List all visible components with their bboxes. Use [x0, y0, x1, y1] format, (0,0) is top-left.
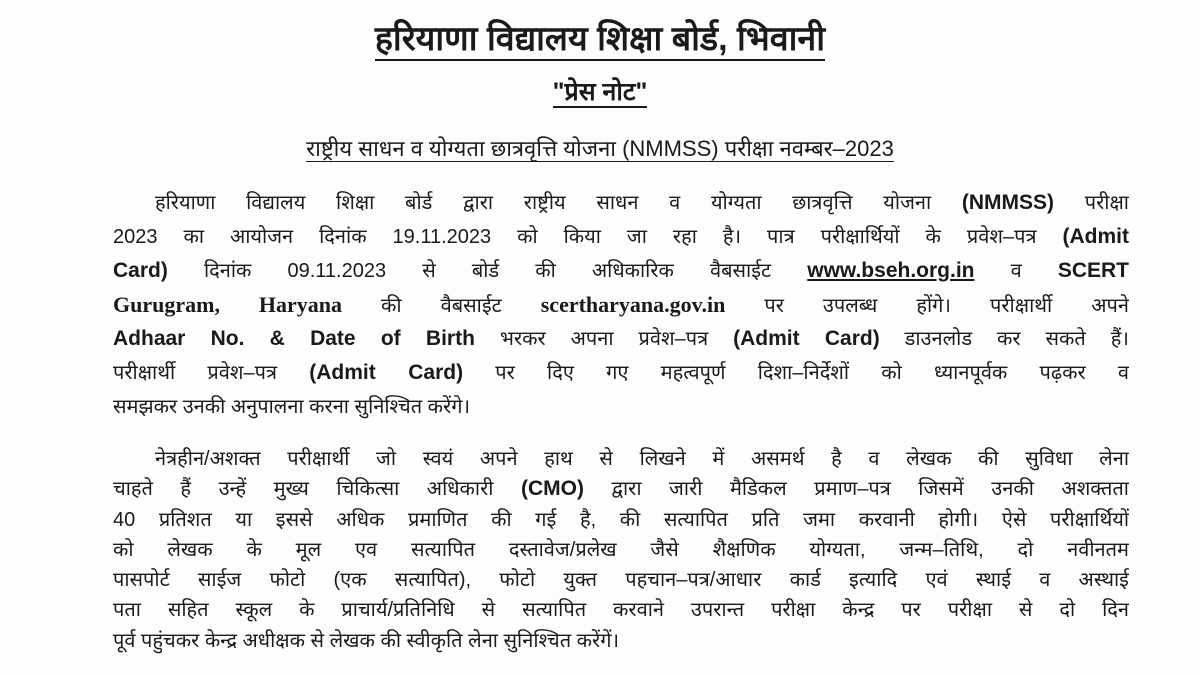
text-line [113, 444, 1129, 474]
text-line [113, 254, 1129, 288]
text-segment: डाउनलोड कर सकते हैं। [879, 328, 1129, 350]
text-line [113, 356, 1129, 390]
text-segment: द्वारा जारी मैडिकल प्रमाण–पत्र जिसमें उनकी अशक्तता [583, 478, 1129, 501]
text-segment: पर उपलब्ध होंगे। परीक्षार्थी अपने [725, 295, 1129, 317]
text-line [113, 390, 1129, 424]
text-line [113, 535, 1129, 565]
text-segment: scertharyana.gov.in [540, 292, 726, 317]
text-line [113, 220, 1129, 254]
text-segment: को लेखक के मूल एव सत्यापित दस्तावेज/प्रलेख जैसे शैक्षणिक योग्यता, जन्म–तिथि, दो नवीनतम [113, 538, 1129, 561]
text-segment: (Admit Card) [733, 327, 880, 350]
text-segment: पूर्व पहुंचकर केन्द्र अधीक्षक से लेखक की स्वीकृति लेना सुनिश्चित करेंगें। [113, 629, 620, 652]
text-segment: पासपोर्ट साईज फोटो (एक सत्यापित), फोटो युक्त पहचान–पत्र/आधार कार्ड इत्यादि एवं स्थाई व अस्थाई [113, 569, 1129, 592]
document-subtitle [0, 133, 1200, 163]
text-segment: (Admit Card) [309, 361, 464, 384]
text-line [113, 626, 1129, 656]
text-segment: 40 प्रतिशत या इससे अधिक प्रमाणित की गई है, की सत्यापित प्रति जमा करवानी होगी। ऐसे परीक्षार्थियों [113, 508, 1129, 531]
document-title [0, 14, 1200, 60]
text-segment: (Admit [1062, 225, 1129, 248]
text-line [113, 595, 1129, 625]
text-line [113, 505, 1129, 535]
paragraph-scribe-facility [113, 444, 1129, 656]
subtitle-text: राष्ट्रीय साधन व योग्यता छात्रवृत्ति योजना (NMMSS) परीक्षा नवम्बर–2023 [306, 136, 894, 161]
text-segment: Card) [113, 259, 168, 282]
text-segment: SCERT [1057, 259, 1129, 282]
press-note-text: "प्रेस नोट" [552, 78, 648, 106]
text-segment: हरियाणा विद्यालय शिक्षा बोर्ड द्वारा राष्ट्रीय साधन व योग्यता छात्रवृत्ति योजना [155, 192, 962, 214]
text-segment: Gurugram, Haryana [113, 292, 343, 317]
text-segment: (NMMSS) [961, 191, 1055, 214]
text-segment: पर दिए गए महत्वपूर्ण दिशा–निर्देशों को ध्यानपूर्वक पढ़कर व [463, 362, 1129, 384]
text-segment: 2023 का आयोजन दिनांक 19.11.2023 को किया जा रहा है। पात्र परीक्षार्थियों के प्रवेश–पत्र [113, 226, 1063, 248]
text-line [113, 288, 1129, 322]
paragraph-admit-card [113, 186, 1129, 424]
text-segment: Adhaar No. & Date of Birth [113, 327, 475, 350]
text-segment: दिनांक 09.11.2023 से बोर्ड की अधिकारिक वैबसाईट [167, 260, 808, 282]
text-segment: परीक्षार्थी प्रवेश–पत्र [113, 362, 310, 384]
text-line [113, 565, 1129, 595]
text-line [113, 186, 1129, 220]
text-segment: (CMO) [520, 477, 584, 501]
text-segment: व [974, 260, 1058, 282]
text-segment: चाहते हैं उन्हें मुख्य चिकित्सा अधिकारी [113, 478, 521, 501]
text-segment: नेत्रहीन/अशक्त परीक्षार्थी जो स्वयं अपने हाथ से लिखने में असमर्थ है व लेखक की सुविधा लेना [155, 448, 1129, 470]
text-segment: पता सहित स्कूल के प्राचार्य/प्रतिनिधि से सत्यापित करवाने उपरान्त परीक्षा केन्द्र पर परीक्षा से दो दिन [113, 599, 1129, 622]
title-text: हरियाणा विद्यालय शिक्षा बोर्ड, भिवानी [375, 20, 825, 61]
website-link[interactable]: www.bseh.org.in [807, 259, 975, 282]
text-segment: की वैबसाईट [342, 295, 541, 317]
text-line [113, 322, 1129, 356]
press-note-heading [0, 74, 1200, 108]
text-line [113, 474, 1129, 504]
text-segment: समझकर उनकी अनुपालना करना सुनिश्चित करेंगे। [113, 396, 471, 418]
text-segment: परीक्षा [1054, 192, 1129, 214]
text-segment: भरकर अपना प्रवेश–पत्र [474, 328, 734, 350]
